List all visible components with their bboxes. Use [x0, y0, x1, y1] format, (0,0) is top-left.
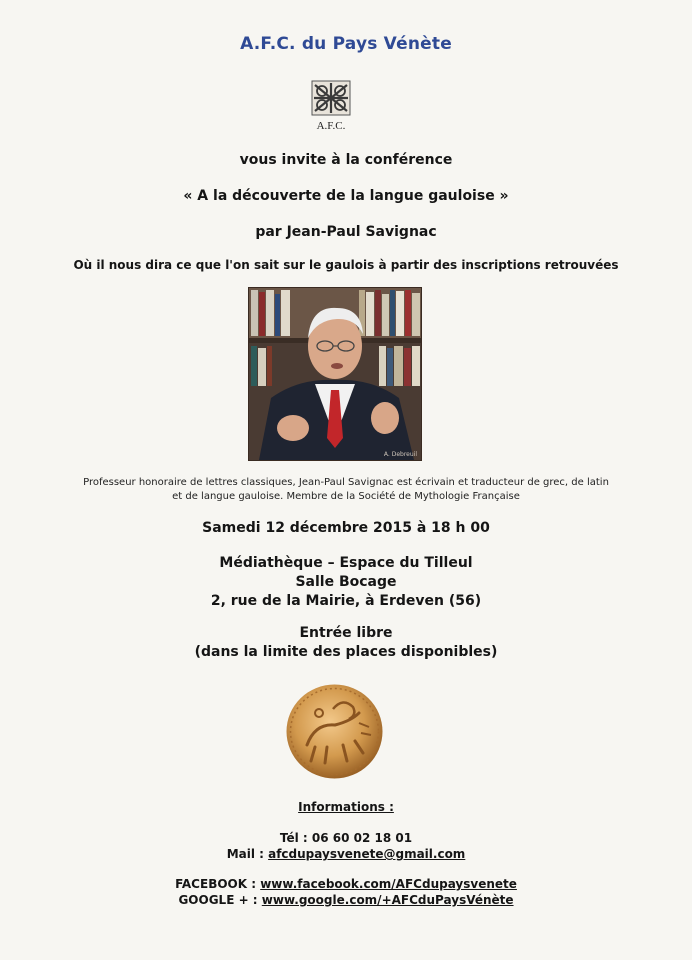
conference-title: « A la découverte de la langue gauloise »: [183, 188, 509, 204]
contact-block: [0, 830, 692, 862]
conference-subtitle: Où il nous dira ce que l'on sait sur le gaulois à partir des inscriptions retrouvées: [73, 258, 619, 272]
event-venue: [0, 554, 692, 611]
speaker-portrait-image: [249, 288, 421, 460]
google-line: [0, 892, 692, 908]
association-title: A.F.C. du Pays Vénète: [240, 34, 452, 54]
event-date: Samedi 12 décembre 2015 à 18 h 00: [202, 520, 490, 536]
gaulish-coin-image: [285, 683, 384, 780]
photo-credit: A. Debreuil: [383, 451, 417, 458]
logo-text: A.F.C.: [316, 120, 346, 132]
invite-line: vous invite à la conférence: [239, 152, 453, 168]
venue-address: 2, rue de la Mairie, à Erdeven (56): [210, 593, 482, 609]
information-heading: Informations :: [298, 800, 394, 814]
venue-name: Médiathèque – Espace du Tilleul: [219, 555, 473, 571]
social-block: [0, 876, 692, 908]
bio-line-2: et de langue gauloise. Membre de la Société de Mythologie Française: [172, 491, 520, 502]
phone-number: 06 60 02 18 01: [311, 831, 413, 845]
google-label: GOOGLE + :: [178, 893, 262, 907]
speaker-photo: [248, 287, 422, 461]
facebook-link[interactable]: www.facebook.com/AFCdupaysvenete: [260, 877, 517, 891]
bio-line-1: Professeur honoraire de lettres classiques, Jean-Paul Savignac est écrivain et traducteur de grec, de latin: [83, 477, 609, 488]
phone-label: Tél :: [279, 831, 312, 845]
entry-limit: (dans la limite des places disponibles): [194, 644, 498, 660]
venue-room: Salle Bocage: [295, 574, 397, 590]
mail-label: Mail :: [226, 847, 269, 861]
speaker-bio: [36, 476, 656, 504]
entry-info: [0, 624, 692, 662]
entry-free: Entrée libre: [299, 625, 393, 641]
facebook-label: FACEBOOK :: [175, 877, 261, 891]
google-link[interactable]: www.google.com/+AFCduPaysVénète: [261, 893, 514, 907]
mail-line: [0, 846, 692, 862]
afc-celtic-knot-logo: [309, 80, 353, 132]
facebook-line: [0, 876, 692, 892]
phone-line: [0, 830, 692, 846]
speaker-line: par Jean-Paul Savignac: [255, 224, 437, 240]
mail-link[interactable]: afcdupaysvenete@gmail.com: [268, 847, 466, 861]
